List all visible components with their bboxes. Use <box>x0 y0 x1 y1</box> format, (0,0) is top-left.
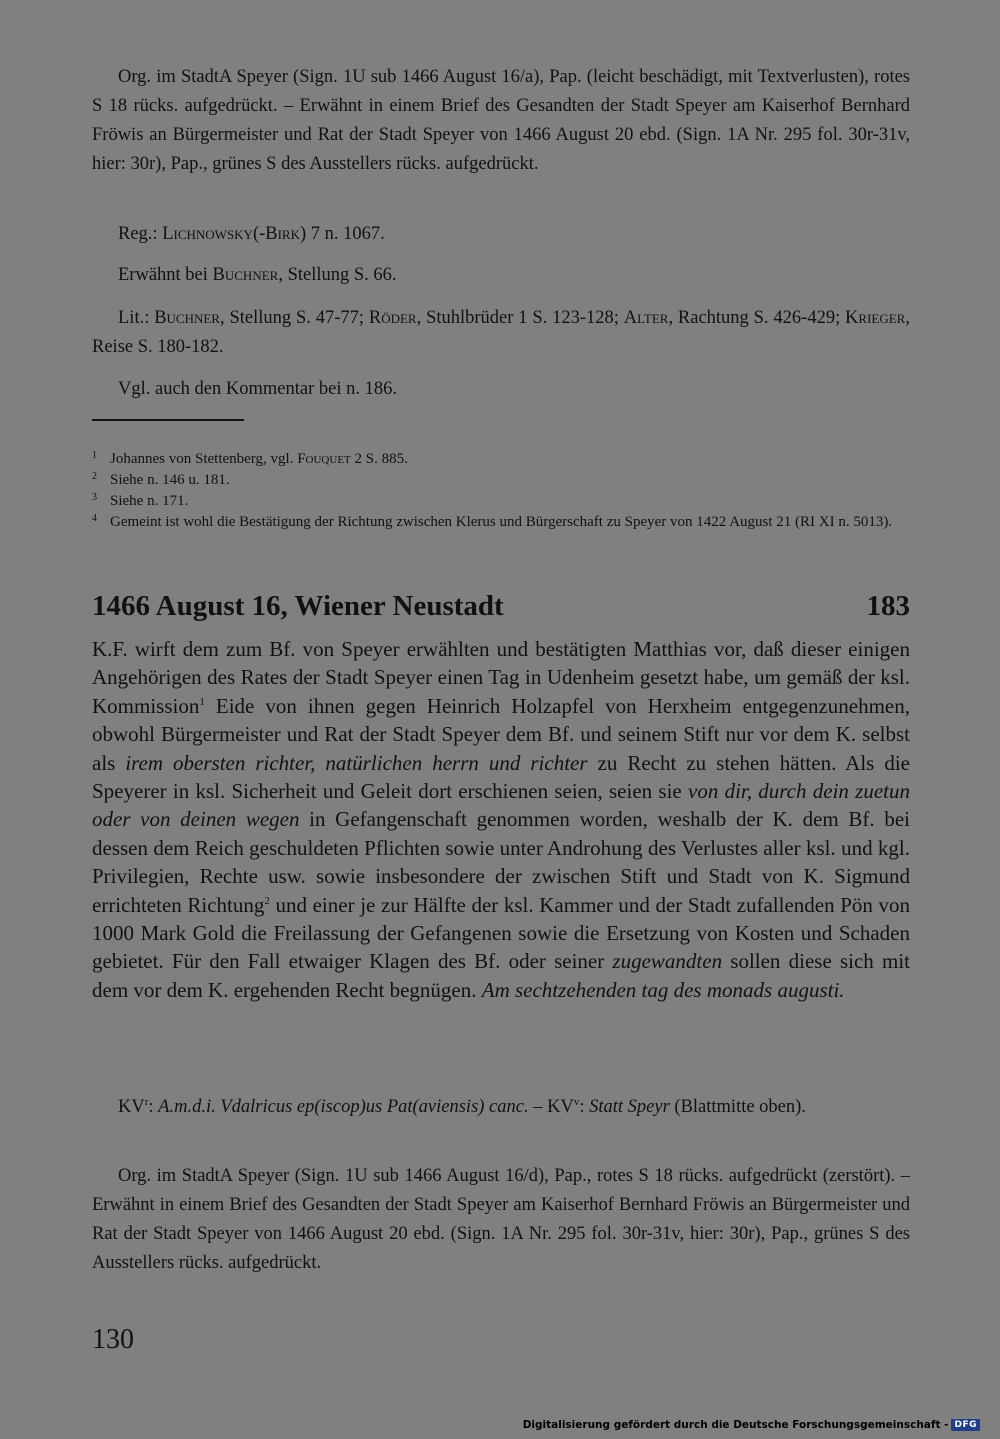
regest-line <box>92 220 910 249</box>
kv-sup: v <box>573 1095 580 1108</box>
comparison-line: Vgl. auch den Kommentar bei n. 186. <box>118 379 397 399</box>
funding-text: Digitalisierung gefördert durch die Deutsche Forschungsgemeinschaft - <box>522 1419 949 1431</box>
entry-summary <box>92 635 910 1004</box>
lit-ref-4: , Reise S. 180-182. <box>92 308 910 357</box>
footnote-number: 4 <box>92 513 97 524</box>
footnote-number: 1 <box>92 450 97 461</box>
erw-author: Buchner <box>212 265 279 285</box>
reg-prefix: Reg.: <box>118 224 163 244</box>
kv-colon: : <box>148 1097 159 1117</box>
summary-text: K.F. wirft dem zum Bf. von Speyer erwählten und bestätigten Matthias vor, daß dieser einigen Angehörigen des Rates der Stadt Speyer einen Tag in Udenheim gesetzt habe, um gemäß der ksl. Kommission <box>92 637 910 718</box>
reg-author: Lichnowsky(-Birk) <box>162 224 307 244</box>
entry-number: 183 <box>866 590 910 622</box>
footnote-author: Fouquet <box>297 451 351 467</box>
kanzleivermerk-paragraph <box>92 1093 910 1122</box>
footnote-number: 3 <box>92 492 97 503</box>
lit-ref-1: , Stellung S. 47-77; <box>219 308 369 328</box>
quoted-text: von dir, durch dein zuetun oder von deinen wegen <box>92 779 910 832</box>
footnote-text: Johannes von Stettenberg, vgl. <box>110 451 298 467</box>
erw-prefix: Erwähnt bei <box>118 265 213 285</box>
erw-rest: , Stellung S. 66. <box>278 265 397 285</box>
lit-author-1: Buchner <box>154 308 220 328</box>
summary-text: zu Recht zu stehen hätten. Als die Speyerer in ksl. Sicherheit und Geleit dort erschienen seien, seien sie <box>92 750 910 804</box>
footnote-text: Siehe n. 171. <box>110 493 189 509</box>
literature-paragraph <box>92 304 910 362</box>
dfg-logo-icon: DFG <box>951 1419 980 1431</box>
summary-text: sollen diese sich mit dem vor dem K. ergehenden Recht begnügen. <box>92 949 910 1002</box>
summary-text: und einer je zur Hälfte der ksl. Kammer und der Stadt zufallenden Pön von 1000 Mark Gold die Freilassung der Gefangenen sowie die Ersetzung von Kosten und Schaden gebietet. Für den Fall etwaiger Klagen des Bf. oder seiner <box>92 892 910 974</box>
summary-text: Eide von ihnen gegen Heinrich Holzapfel von Herxheim entgegenzunehmen, obwohl Bürgermeister und Rat der Stadt Speyer dem Bf. und seinem Stift nur vor dem K. selbst als <box>92 693 910 775</box>
footnote-list <box>92 449 910 533</box>
footnote-ref: 1 <box>199 695 205 708</box>
kv-rest: (Blattmitte oben). <box>669 1097 806 1117</box>
kv-text: Statt Speyr <box>589 1097 670 1117</box>
footnote-text: Gemeint ist wohl die Bestätigung der Richtung zwischen Klerus und Bürgerschaft zu Speyer von 1422 August 21 (RI XI n. 5013). <box>110 514 893 530</box>
kv-colon: : <box>579 1097 590 1117</box>
lit-author-4: Krieger <box>845 308 906 328</box>
kv-sup: r <box>144 1095 149 1108</box>
lit-author-3: Alter <box>623 308 669 328</box>
footnote-item <box>92 512 910 533</box>
lit-author-2: Röder <box>368 308 417 328</box>
lit-prefix: Lit.: <box>118 308 155 328</box>
entry-date-place: 1466 August 16, Wiener Neustadt <box>92 590 504 622</box>
page-number: 130 <box>92 1324 134 1355</box>
original-paragraph: Org. im StadtA Speyer (Sign. 1U sub 1466 August 16/d), Pap., rotes S 18 rücks. aufgedrückt (zerstört). – Erwähnt in einem Brief des Gesandten der Stadt Speyer am Kaiserhof Bernhard Fröwis an Bürgermeister und Rat der Stadt Speyer von 1466 August 20 ebd. (Sign. 1A Nr. 295 fol. 30r-31v, hier: 30r), Pap., grünes S des Ausstellers rücks. aufgedrückt. <box>92 1166 910 1273</box>
kv-label: KV <box>118 1097 145 1117</box>
footnote-text-tail: 2 S. 885. <box>350 451 408 467</box>
footnote-text: Siehe n. 146 u. 181. <box>110 472 230 488</box>
quoted-text: irem obersten richter, natürlichen herrn und richter <box>125 750 588 775</box>
quoted-text: Am sechtzehenden tag des monads augusti. <box>481 977 845 1002</box>
kv-separator: – <box>528 1097 548 1117</box>
footnote-item <box>92 491 910 512</box>
footnote-ref: 2 <box>264 894 270 907</box>
kv-label: KV <box>547 1097 574 1117</box>
funding-footer <box>523 1419 980 1431</box>
quoted-text: zugewandten <box>612 949 723 974</box>
mentioned-line <box>92 261 910 290</box>
reg-rest: 7 n. 1067. <box>306 224 385 244</box>
entry-heading <box>92 588 910 624</box>
footnote-rule <box>92 419 244 421</box>
footnote-item <box>92 470 910 491</box>
lit-ref-3: , Rachtung S. 426-429; <box>668 308 846 328</box>
lit-ref-2: , Stuhlbrüder 1 S. 123-128; <box>416 308 624 328</box>
summary-text: in Gefangenschaft genommen worden, weshalb der K. dem Bf. bei dessen dem Reich geschuldeten Pflichten sowie unter Androhung des Verlustes aller ksl. und kgl. Privilegien, Rechte usw. sowie insbesondere der zwischen Stift und Stadt von K. Sigmund errichteten Richtung <box>92 807 910 917</box>
footnote-item <box>92 449 910 470</box>
provenance-paragraph: Org. im StadtA Speyer (Sign. 1U sub 1466 August 16/a), Pap. (leicht beschädigt, mit Textverlusten), rotes S 18 rücks. aufgedrückt. – Erwähnt in einem Brief des Gesandten der Stadt Speyer am Kaiserhof Bernhard Fröwis an Bürgermeister und Rat der Stadt Speyer von 1466 August 20 ebd. (Sign. 1A Nr. 295 fol. 30r-31v, hier: 30r), Pap., grünes S des Ausstellers rücks. aufgedrückt. <box>92 67 910 174</box>
kv-text: A.m.d.i. Vdalricus ep(iscop)us Pat(aviensis) canc. <box>158 1097 529 1117</box>
footnote-number: 2 <box>92 471 97 482</box>
